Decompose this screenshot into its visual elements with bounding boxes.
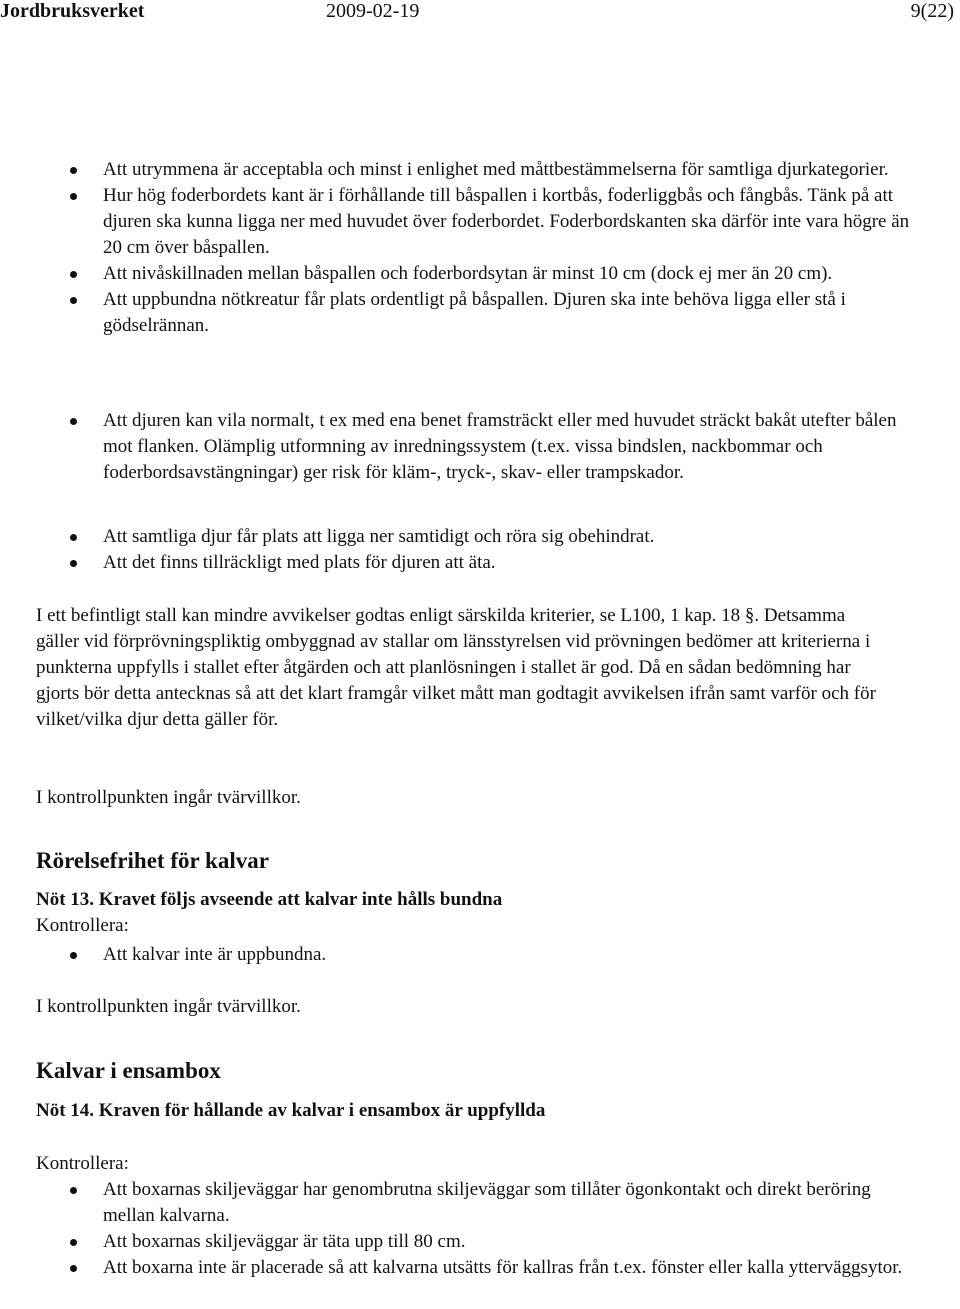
bullet-icon <box>70 1187 77 1194</box>
list-item: Att boxarnas skiljeväggar har genombrutna skiljeväggar som tillåter ögonkontakt och direkt beröring mellan kalvarna. <box>36 1177 926 1229</box>
list-item: Att kalvar inte är uppbundna. <box>36 942 926 968</box>
list-item: Att boxarna inte är placerade så att kalvarna utsätts för kallras från t.ex. fönster eller kalla ytterväggsytor. <box>36 1255 926 1281</box>
section-heading-calf-movement: Rörelsefrihet för kalvar <box>36 848 269 873</box>
check-label: Kontrollera: <box>36 915 129 936</box>
bullet-icon <box>70 418 77 425</box>
bullet-list-middle <box>36 408 926 486</box>
header-page-number: 9(22) <box>910 0 954 22</box>
requirement-not-14: Nöt 14. Kraven för hållande av kalvar i ensambox är uppfyllda <box>36 1100 546 1121</box>
requirement-not-13: Nöt 13. Kravet följs avseende att kalvar inte hålls bundna <box>36 889 503 910</box>
bullet-icon <box>70 952 77 959</box>
page-header <box>0 0 960 24</box>
bullet-icon <box>70 534 77 541</box>
cross-compliance-note: I kontrollpunkten ingår tvärvillkor. <box>36 996 301 1017</box>
list-item: Hur hög foderbordets kant är i förhållande till båspallen i kortbås, foderliggbås och fångbås. Tänk på att djuren ska kunna ligga ner med huvudet över foderbordet. Foderbordskanten ska därför inte vara högre än 20 cm över båspallen. <box>36 183 926 261</box>
list-item: Att uppbundna nötkreatur får plats ordentligt på båspallen. Djuren ska inte behöva ligga eller stå i gödselrännan. <box>36 287 926 339</box>
check-label: Kontrollera: <box>36 1153 129 1174</box>
list-item: Att nivåskillnaden mellan båspallen och foderbordsytan är minst 10 cm (dock ej mer än 20 cm). <box>36 261 926 287</box>
section-heading-single-pen: Kalvar i ensambox <box>36 1058 221 1083</box>
bullet-icon <box>70 1265 77 1272</box>
bullet-icon <box>70 167 77 174</box>
bullet-icon <box>70 193 77 200</box>
list-item: Att utrymmena är acceptabla och minst i enlighet med måttbestämmelserna för samtliga djurkategorier. <box>36 157 926 183</box>
bullet-icon <box>70 1239 77 1246</box>
bullet-list-end <box>36 524 926 576</box>
cross-compliance-note: I kontrollpunkten ingår tvärvillkor. <box>36 787 301 808</box>
bullet-list-section-1 <box>36 942 926 968</box>
bullet-icon <box>70 297 77 304</box>
header-organization: Jordbruksverket <box>0 0 145 22</box>
list-item: Att samtliga djur får plats att ligga ner samtidigt och röra sig obehindrat. <box>36 524 926 550</box>
paragraph-exceptions: I ett befintligt stall kan mindre avvikelser godtas enligt särskilda kriterier, se L100, 1 kap. 18 §. Detsamma gäller vid förprövningspliktig ombyggnad av stallar om länsstyrelsen vid prövningen bedömer att kriterierna i punkterna uppfylls i stallet efter åtgärden och att planlösningen i stallet är god. Då en sådan bedömning har gjorts bör detta antecknas så att det klart framgår vilket mått man godtagit avvikelsen ifrån samt varför och för vilket/vilka djur detta gäller för. <box>36 605 876 730</box>
bullet-icon <box>70 560 77 567</box>
bullet-list-top <box>36 157 926 339</box>
header-date: 2009-02-19 <box>326 0 420 22</box>
list-item: Att boxarnas skiljeväggar är täta upp till 80 cm. <box>36 1229 926 1255</box>
bullet-list-section-2 <box>36 1177 926 1281</box>
list-item: Att det finns tillräckligt med plats för djuren att äta. <box>36 550 926 576</box>
bullet-icon <box>70 271 77 278</box>
list-item: Att djuren kan vila normalt, t ex med ena benet framsträckt eller med huvudet sträckt bakåt utefter bålen mot flanken. Olämplig utformning av inredningssystem (t.ex. vissa bindslen, nackbommar och foderbordsavstängningar) ger risk för kläm-, tryck-, skav- eller trampskador. <box>36 408 926 486</box>
